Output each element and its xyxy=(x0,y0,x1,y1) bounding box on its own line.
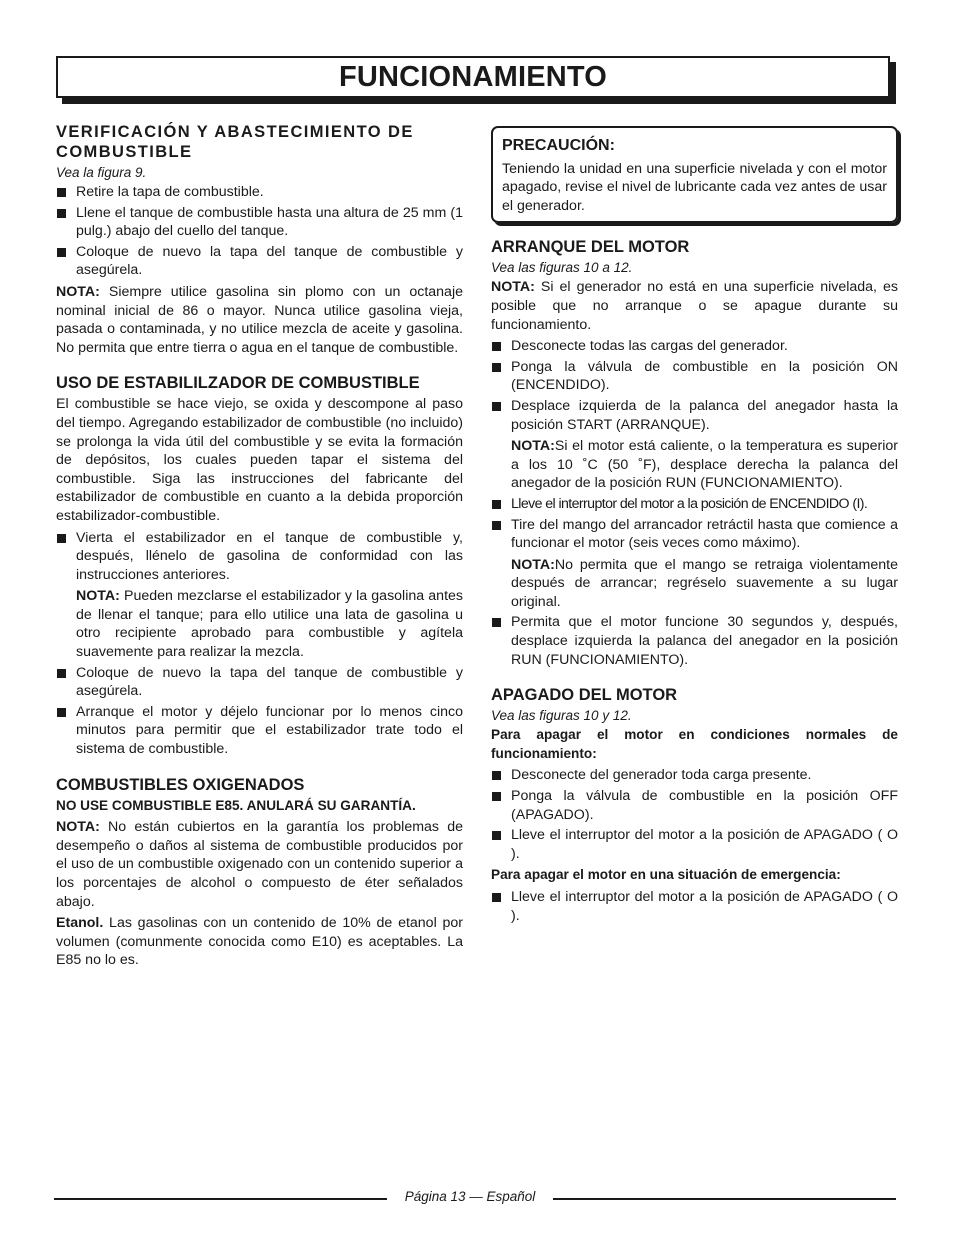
note-label: NOTA: xyxy=(491,279,535,296)
note-label: NOTA: xyxy=(511,556,555,573)
start-step: Lleve el interruptor del motor a la posición de ENCENDIDO (I). xyxy=(491,495,898,514)
start-steps-cont xyxy=(491,495,898,553)
fuel-steps xyxy=(56,183,463,280)
stop-step: Desconecte del generador toda carga presente. xyxy=(491,766,898,785)
fuel-step: Llene el tanque de combustible hasta una altura de 25 mm (1 pulg.) abajo del cuello del tanque. xyxy=(56,204,463,241)
ethanol-text: Las gasolinas con un contenido de 10% de etanol por volumen (comunmente conocida como E10) es aceptables. La E85 no lo es. xyxy=(56,915,463,969)
stabilizer-step: Arranque el motor y déjelo funcionar por lo menos cinco minutos para permitir que el estabilizador trate todo el sistema de combustible. xyxy=(56,703,463,759)
start-heading: ARRANQUE DEL MOTOR xyxy=(491,238,690,257)
note-label: NOTA: xyxy=(511,438,555,455)
stabilizer-steps-cont xyxy=(56,664,463,759)
stop-see-figure: Vea las figuras 10 y 12. xyxy=(491,708,632,724)
e85-warning: NO USE COMBUSTIBLE E85. ANULARÁ SU GARANTÍA. xyxy=(56,797,416,813)
stop-step: Ponga la válvula de combustible en la posición OFF (APAGADO). xyxy=(491,787,898,824)
caution-text: Teniendo la unidad en una superficie nivelada y con el motor apagado, revise el nivel de lubricante cada vez antes de usar el generador. xyxy=(502,160,887,214)
stabilizer-heading: USO DE ESTABILILZADOR DE COMBUSTIBLE xyxy=(56,374,420,393)
choke-note xyxy=(491,437,898,493)
fuel-see-figure: Vea la figura 9. xyxy=(56,165,147,180)
start-see-figure: Vea las figuras 10 a 12. xyxy=(491,260,633,276)
stabilizer-step xyxy=(56,529,463,585)
start-note xyxy=(491,278,898,334)
footer-page-label: Página 13 — Español xyxy=(404,1189,536,1204)
page-title-box xyxy=(56,56,890,98)
start-step: Tire del mango del arrancador retráctil hasta que comience a funcionar el motor (seis veces como máximo). xyxy=(491,516,898,553)
stop-heading: APAGADO DEL MOTOR xyxy=(491,686,678,705)
ethanol-note xyxy=(56,914,463,970)
footer-rule-left xyxy=(54,1198,387,1200)
oxygenated-note xyxy=(56,818,463,911)
start-steps xyxy=(491,337,898,434)
fuel-step: Coloque de nuevo la tapa del tanque de combustible y asegúrela. xyxy=(56,243,463,280)
caution-heading: PRECAUCIÓN: xyxy=(502,137,615,154)
fuel-step: Retire la tapa de combustible. xyxy=(56,183,463,202)
start-step: Ponga la válvula de combustible en la posición ON (ENCENDIDO). xyxy=(491,358,898,395)
fuel-heading: VERIFICACIÓN Y ABASTECIMIENTO DE COMBUSTIBLE xyxy=(56,123,414,161)
recoil-note-text: No permita que el mango se retraiga violentamente después de arrancar; regréselo suavemente a su lugar original. xyxy=(511,556,898,610)
stabilizer-step-text: Vierta el estabilizador en el tanque de combustible y, después, llénelo de gasolina de conformidad con las instrucciones anteriores. xyxy=(76,529,463,583)
page-footer xyxy=(54,1186,896,1206)
ethanol-label: Etanol. xyxy=(56,915,104,932)
fuel-note-text: Siempre utilice gasolina sin plomo con un octanaje nominal inicial de 86 o mayor. Nunca utilice gasolina vieja, pasada o contaminada, y no utilice mezcla de aceite y gasolina. No permita que entre tierra o agua en el tanque de combustible. xyxy=(56,283,463,356)
oxygenated-heading: COMBUSTIBLES OXIGENADOS xyxy=(56,775,305,794)
right-column xyxy=(491,126,898,928)
choke-note-text: Si el motor está caliente, o la temperatura es superior a los 10 ˚C (50 ˚F), desplace derecha la palanca del anegador de la posición RUN (FUNCIONAMIENTO). xyxy=(511,438,898,492)
start-step: Desconecte todas las cargas del generador. xyxy=(491,337,898,356)
start-step: Desplace izquierda de la palanca del anegador hasta la posición START (ARRANQUE). xyxy=(491,397,898,434)
fuel-note xyxy=(56,283,463,357)
start-step: Permita que el motor funcione 30 segundos y, después, desplace izquierda la palanca del anegador en la posición RUN (FUNCIONAMIENTO). xyxy=(491,613,898,669)
stabilizer-step: Coloque de nuevo la tapa del tanque de combustible y asegúrela. xyxy=(56,664,463,701)
start-steps-final xyxy=(491,613,898,669)
stabilizer-note-text: Pueden mezclarse el estabilizador y la gasolina antes de llenar el tanque; para ello utilice una lata de gasolina u otro recipiente aprobado para combustible y agítela suavemente para realizar la mezcla. xyxy=(76,588,463,661)
stabilizer-note xyxy=(56,587,463,661)
recoil-note xyxy=(491,556,898,612)
oxygenated-note-text: No están cubiertos en la garantía los problemas de desempeño o daños al sistema de combustible producidos por el uso de un combustible oxigenado con un contenido superior a los porcentajes de alcohol o compuesto de éter señalados abajo. xyxy=(56,819,463,910)
page-title: FUNCIONAMIENTO xyxy=(338,61,608,93)
left-column xyxy=(56,122,463,973)
stop-emergency-heading: Para apagar el motor en una situación de emergencia: xyxy=(491,867,841,883)
note-label: NOTA: xyxy=(76,588,120,605)
note-label: NOTA: xyxy=(56,283,100,300)
caution-box xyxy=(491,126,898,223)
stabilizer-steps xyxy=(56,529,463,585)
note-label: NOTA: xyxy=(56,819,100,836)
stabilizer-intro: El combustible se hace viejo, se oxida y descompone al paso del tiempo. Agregando estabilizador de combustible (no incluido) se prolonga la vida útil del combustible y se evita la formación de depósitos, los cuales pueden tapar el sistema del combustible. Siga las instrucciones del fabricante del estabilizador de combustible en cuanto a la debida proporción estabilizador-combustible. xyxy=(56,396,463,524)
stop-steps xyxy=(491,766,898,863)
stop-normal-heading: Para apagar el motor en condiciones normales de funcionamiento: xyxy=(491,727,898,761)
stop-step: Lleve el interruptor del motor a la posición de APAGADO ( O ). xyxy=(491,826,898,863)
emergency-steps xyxy=(491,888,898,925)
emergency-step: Lleve el interruptor del motor a la posición de APAGADO ( O ). xyxy=(491,888,898,925)
start-note-text: Si el generador no está en una superficie nivelada, es posible que no arranque o se apague durante su funcionamiento. xyxy=(491,279,898,333)
footer-rule-right xyxy=(553,1198,896,1200)
